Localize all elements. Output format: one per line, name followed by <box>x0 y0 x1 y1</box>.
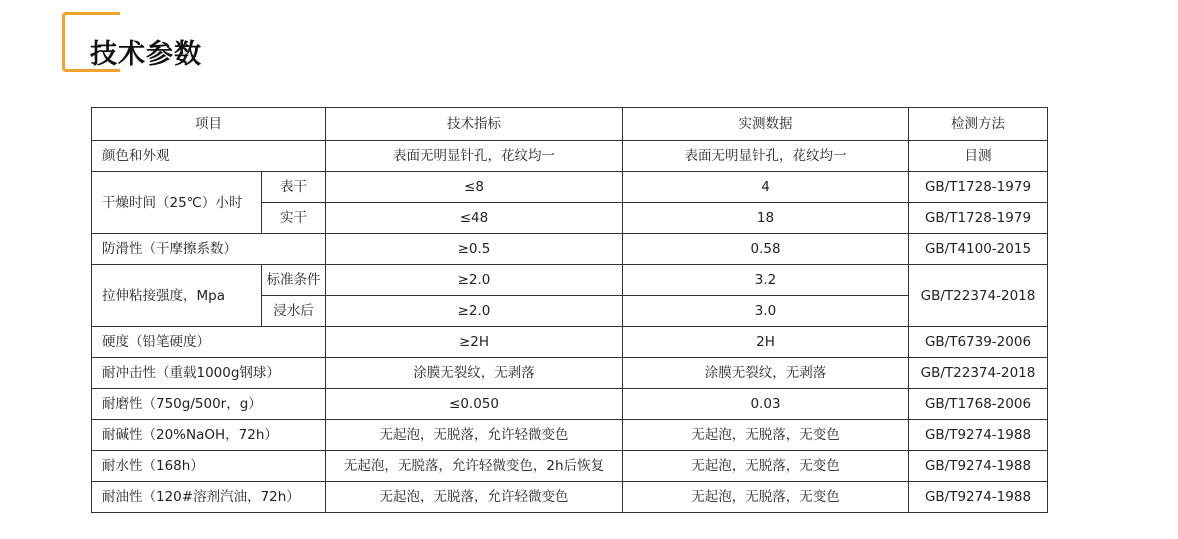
row-measured: 3.0 <box>623 296 909 327</box>
table-header-row <box>92 108 1048 141</box>
row-item: 耐磨性（750g/500r，g） <box>92 389 326 420</box>
row-spec: ≥2.0 <box>326 296 623 327</box>
table-row <box>92 265 1048 296</box>
table-row <box>92 141 1048 172</box>
table-row <box>92 389 1048 420</box>
row-spec: 表面无明显针孔，花纹均一 <box>326 141 623 172</box>
row-measured: 4 <box>623 172 909 203</box>
spec-table <box>91 107 1048 513</box>
row-method: GB/T9274-1988 <box>909 451 1048 482</box>
row-method: GB/T22374-2018 <box>909 265 1048 327</box>
table-row <box>92 420 1048 451</box>
row-subitem: 实干 <box>262 203 326 234</box>
row-measured: 0.03 <box>623 389 909 420</box>
row-item: 硬度（铅笔硬度） <box>92 327 326 358</box>
row-method: GB/T4100-2015 <box>909 234 1048 265</box>
row-item: 耐水性（168h） <box>92 451 326 482</box>
row-spec: 无起泡，无脱落，允许轻微变色，2h后恢复 <box>326 451 623 482</box>
row-item: 拉伸粘接强度，Mpa <box>92 265 262 327</box>
header-measured: 实测数据 <box>623 108 909 141</box>
row-subitem: 浸水后 <box>262 296 326 327</box>
row-item: 干燥时间（25℃）小时 <box>92 172 262 234</box>
page-title: 技术参数 <box>90 39 202 70</box>
row-measured: 涂膜无裂纹，无剥落 <box>623 358 909 389</box>
row-spec: ≤0.050 <box>326 389 623 420</box>
row-method: GB/T1728-1979 <box>909 172 1048 203</box>
row-spec: ≥2.0 <box>326 265 623 296</box>
row-item: 耐油性（120#溶剂汽油，72h） <box>92 482 326 513</box>
row-item: 颜色和外观 <box>92 141 326 172</box>
row-method: GB/T22374-2018 <box>909 358 1048 389</box>
row-spec: 无起泡，无脱落，允许轻微变色 <box>326 482 623 513</box>
header-item: 项目 <box>92 108 326 141</box>
row-subitem: 标准条件 <box>262 265 326 296</box>
table-row <box>92 327 1048 358</box>
row-method: 目测 <box>909 141 1048 172</box>
row-measured: 2H <box>623 327 909 358</box>
row-measured: 0.58 <box>623 234 909 265</box>
table-row <box>92 234 1048 265</box>
row-spec: ≥0.5 <box>326 234 623 265</box>
row-method: GB/T1768-2006 <box>909 389 1048 420</box>
row-method: GB/T9274-1988 <box>909 482 1048 513</box>
header-method: 检测方法 <box>909 108 1048 141</box>
row-measured: 无起泡，无脱落，无变色 <box>623 451 909 482</box>
row-subitem: 表干 <box>262 172 326 203</box>
row-method: GB/T9274-1988 <box>909 420 1048 451</box>
table-row <box>92 451 1048 482</box>
row-spec: 涂膜无裂纹，无剥落 <box>326 358 623 389</box>
row-spec: ≤8 <box>326 172 623 203</box>
row-measured: 3.2 <box>623 265 909 296</box>
row-measured: 无起泡，无脱落，无变色 <box>623 420 909 451</box>
table-row <box>92 172 1048 203</box>
row-item: 防滑性（干摩擦系数） <box>92 234 326 265</box>
table-row <box>92 482 1048 513</box>
row-spec: ≤48 <box>326 203 623 234</box>
row-item: 耐冲击性（重载1000g钢球） <box>92 358 326 389</box>
table-row <box>92 358 1048 389</box>
row-spec: ≥2H <box>326 327 623 358</box>
row-measured: 18 <box>623 203 909 234</box>
row-method: GB/T6739-2006 <box>909 327 1048 358</box>
row-measured: 无起泡，无脱落，无变色 <box>623 482 909 513</box>
row-measured: 表面无明显针孔，花纹均一 <box>623 141 909 172</box>
header-spec: 技术指标 <box>326 108 623 141</box>
row-item: 耐碱性（20%NaOH，72h） <box>92 420 326 451</box>
row-spec: 无起泡，无脱落，允许轻微变色 <box>326 420 623 451</box>
row-method: GB/T1728-1979 <box>909 203 1048 234</box>
section-heading <box>62 12 242 76</box>
